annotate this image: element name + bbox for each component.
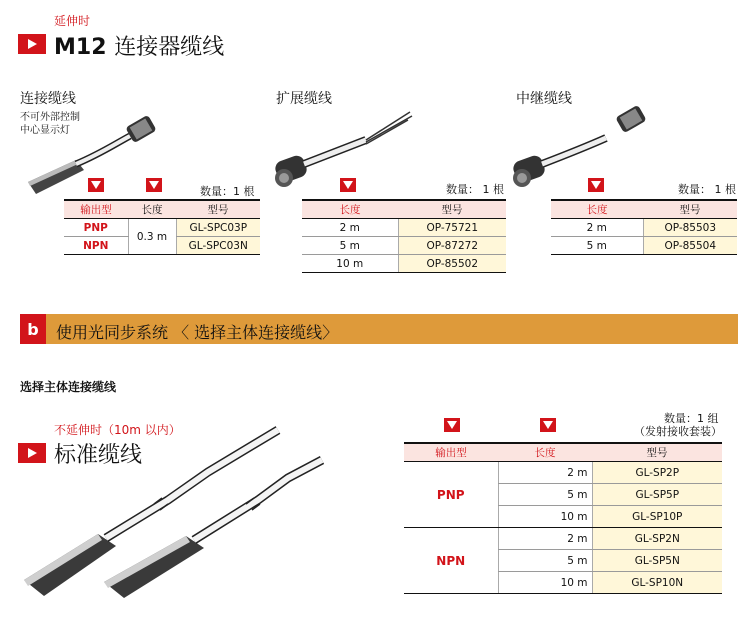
standard-title: 标准缆线 xyxy=(54,443,143,468)
model-cell: OP-85503 xyxy=(643,219,737,237)
extension-tag: 延伸时 xyxy=(54,14,91,28)
output-type: NPN xyxy=(404,528,498,594)
extension-qty: 数量： 1 根 xyxy=(446,183,504,196)
table-row xyxy=(404,528,722,550)
model-cell: OP-75721 xyxy=(398,219,506,237)
model-cell: OP-87272 xyxy=(398,237,506,255)
col-header-model: 型号 xyxy=(643,200,737,219)
output-type: PNP xyxy=(64,219,128,237)
length-cell: 2 m xyxy=(302,219,398,237)
col-header-length: 长度 xyxy=(551,200,643,219)
length-cell: 2 m xyxy=(498,462,592,484)
length-cell: 2 m xyxy=(498,528,592,550)
title-code: M12 xyxy=(54,35,107,60)
model-cell: GL-SPC03N xyxy=(176,237,260,255)
length-cell: 10 m xyxy=(498,506,592,528)
table-row xyxy=(302,219,506,237)
length-cell: 5 m xyxy=(498,550,592,572)
length-cell: 5 m xyxy=(498,484,592,506)
section-subheading: 选择主体连接缆线 xyxy=(20,380,117,394)
relay-cable-table xyxy=(551,199,737,255)
length-cell: 10 m xyxy=(498,572,592,594)
output-type: PNP xyxy=(404,462,498,528)
table-row xyxy=(551,237,737,255)
connect-cable-heading: 连接缆线 xyxy=(20,91,76,107)
table-row xyxy=(64,219,260,237)
col-header-model: 型号 xyxy=(592,443,722,462)
col-header-length: 长度 xyxy=(302,200,398,219)
model-cell: GL-SP10N xyxy=(592,572,722,594)
down-triangle-icon xyxy=(340,178,356,192)
section-band-title: 使用光同步系统 〈 选择主体连接缆线〉 xyxy=(56,323,339,342)
model-cell: GL-SP10P xyxy=(592,506,722,528)
length-cell: 0.3 m xyxy=(128,219,176,255)
standard-cable-image xyxy=(18,420,330,600)
relay-qty: 数量： 1 根 xyxy=(678,183,736,196)
title-text: 连接器缆线 xyxy=(114,35,225,60)
section-badge: b xyxy=(20,314,46,344)
extension-cable-heading: 扩展缆线 xyxy=(276,91,332,107)
connect-qty: 数量：1 根 xyxy=(200,185,255,198)
col-header-output: 输出型 xyxy=(64,200,128,219)
output-type: NPN xyxy=(64,237,128,255)
length-cell: 5 m xyxy=(302,237,398,255)
standard-tag: 不延伸时（10m 以内） xyxy=(54,423,181,437)
extension-cable-table xyxy=(302,199,506,273)
model-cell: GL-SP5N xyxy=(592,550,722,572)
col-header-model: 型号 xyxy=(398,200,506,219)
model-cell: GL-SP2P xyxy=(592,462,722,484)
down-triangle-icon xyxy=(444,418,460,432)
table-row xyxy=(302,255,506,273)
length-cell: 10 m xyxy=(302,255,398,273)
col-header-length: 长度 xyxy=(498,443,592,462)
model-cell: GL-SP5P xyxy=(592,484,722,506)
relay-cable-heading: 中继缆线 xyxy=(516,91,572,107)
page-title xyxy=(54,30,224,61)
length-cell: 2 m xyxy=(551,219,643,237)
table-row xyxy=(302,237,506,255)
col-header-length: 长度 xyxy=(128,200,176,219)
standard-qty-2: （发射接收套装） xyxy=(634,425,722,438)
model-cell: GL-SPC03P xyxy=(176,219,260,237)
model-cell: OP-85502 xyxy=(398,255,506,273)
connect-cable-table xyxy=(64,199,260,255)
standard-qty-1: 数量：1 组 xyxy=(664,412,719,425)
down-triangle-icon xyxy=(88,178,104,192)
table-row xyxy=(551,219,737,237)
standard-cable-table xyxy=(404,442,722,594)
down-triangle-icon xyxy=(146,178,162,192)
table-row xyxy=(404,462,722,484)
down-triangle-icon xyxy=(540,418,556,432)
connect-note-1: 不可外部控制 xyxy=(20,112,80,123)
play-icon xyxy=(18,34,46,54)
model-cell: GL-SP2N xyxy=(592,528,722,550)
model-cell: OP-85504 xyxy=(643,237,737,255)
length-cell: 5 m xyxy=(551,237,643,255)
down-triangle-icon xyxy=(588,178,604,192)
col-header-output: 输出型 xyxy=(404,443,498,462)
connect-note-2: 中心显示灯 xyxy=(20,125,70,136)
col-header-model: 型号 xyxy=(176,200,260,219)
